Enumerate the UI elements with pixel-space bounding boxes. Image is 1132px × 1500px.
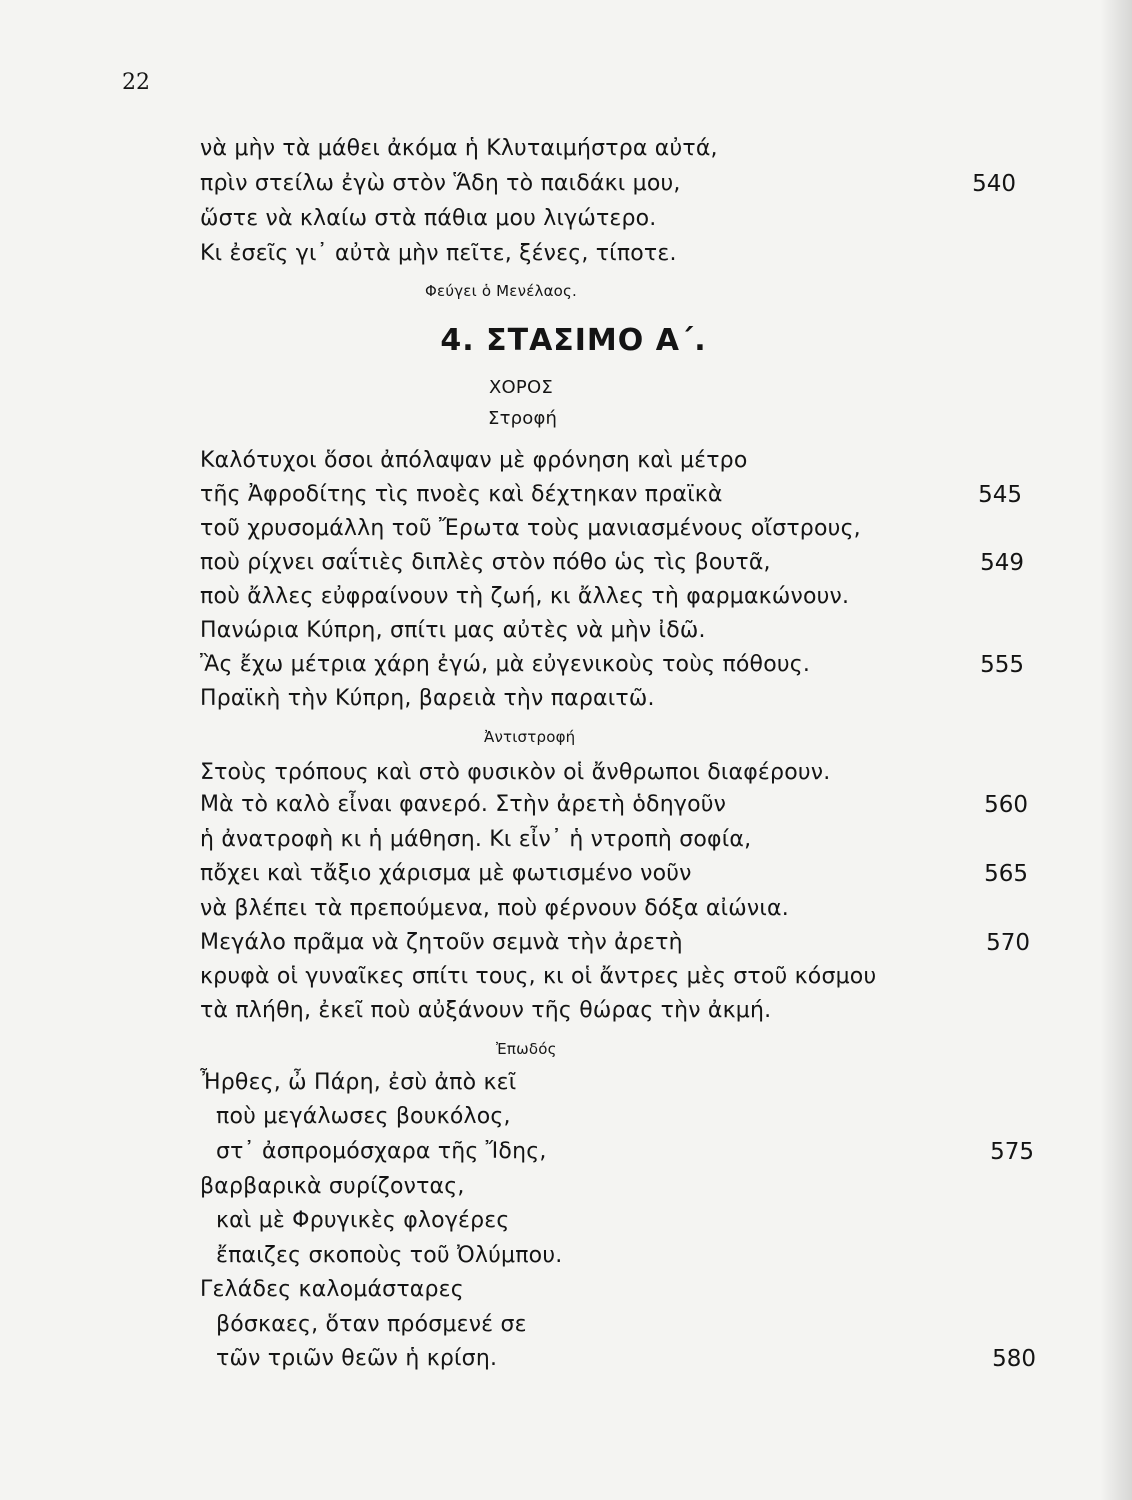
verse-line: Μὰ τὸ καλὸ εἶναι φανερό. Στὴν ἀρετὴ ὁδηγοῦν (200, 792, 727, 817)
verse-line: ὥστε νὰ κλαίω στὰ πάθια μου λιγώτερο. (200, 206, 657, 231)
line-number: 545 (978, 482, 1022, 508)
verse-line: τῶν τριῶν θεῶν ἡ κρίση. (216, 1346, 498, 1371)
verse-line: κρυφὰ οἱ γυναῖκες σπίτι τους, κι οἱ ἄντρες μὲς στοῦ κόσμου (200, 964, 877, 989)
verse-line: ἔπαιζες σκοποὺς τοῦ Ὀλύμπου. (216, 1243, 563, 1268)
verse-line: Γελάδες καλομάσταρες (200, 1277, 464, 1302)
verse-line: νὰ μὴν τὰ μάθει ἀκόμα ἡ Κλυταιμήστρα αὐτά, (200, 136, 718, 161)
stage-direction: Φεύγει ὁ Μενέλαος. (425, 282, 578, 300)
verse-line: πὄχει καὶ τἄξιο χάρισμα μὲ φωτισμένο νοῦν (200, 861, 692, 886)
page-number: 22 (122, 70, 150, 95)
verse-line: νὰ βλέπει τὰ πρεπούμενα, ποὺ φέρνουν δόξα αἰώνια. (200, 896, 789, 921)
verse-line: Ἦρθες, ὦ Πάρη, ἐσὺ ἀπὸ κεῖ (200, 1070, 517, 1095)
strophe-heading: Στροφή (488, 408, 558, 429)
verse-line: ποὺ ἄλλες εὐφραίνουν τὴ ζωή, κι ἄλλες τὴ φαρμακώνουν. (200, 584, 850, 609)
epode-heading: Ἐπωδός (496, 1040, 557, 1058)
verse-line: τὰ πλήθη, ἐκεῖ ποὺ αὐξάνουν τῆς θώρας τὴν ἀκμή. (200, 998, 772, 1023)
verse-line: ποὺ μεγάλωσες βουκόλος, (216, 1104, 511, 1129)
verse-line: Πανώρια Κύπρη, σπίτι μας αὐτὲς νὰ μὴν ἰδῶ. (200, 618, 706, 643)
verse-line: Κι ἐσεῖς γι᾽ αὐτὰ μὴν πεῖτε, ξένες, τίποτε. (200, 241, 677, 266)
verse-line: ἡ ἀνατροφὴ κι ἡ μάθηση. Κι εἶν᾽ ἡ ντροπὴ σοφία, (200, 827, 752, 852)
section-title: 4. ΣΤΑΣΙΜΟ Α΄. (440, 323, 707, 358)
verse-line: καὶ μὲ Φρυγικὲς φλογέρες (216, 1208, 510, 1233)
verse-line: Ἂς ἔχω μέτρια χάρη ἐγώ, μὰ εὐγενικοὺς τοὺς πόθους. (200, 652, 811, 677)
verse-line: βαρβαρικὰ συρίζοντας, (200, 1174, 465, 1199)
line-number: 540 (972, 171, 1016, 197)
verse-line: ποὺ ρίχνει σαΐτιὲς διπλὲς στὸν πόθο ὡς τὶς βουτᾶ, (200, 550, 771, 575)
line-number: 575 (990, 1139, 1034, 1165)
page-edge-shadow (1100, 0, 1132, 1500)
verse-line: βόσκαες, ὅταν πρόσμενέ σε (216, 1312, 527, 1337)
line-number: 555 (980, 652, 1024, 678)
line-number: 570 (986, 930, 1030, 956)
line-number: 549 (980, 550, 1024, 576)
verse-line: τοῦ χρυσομάλλη τοῦ Ἔρωτα τοὺς μανιασμένους οἴστρους, (200, 516, 861, 541)
antistrophe-heading: Ἀντιστροφή (484, 728, 576, 746)
verse-line: στ᾽ ἀσπρομόσχαρα τῆς Ἴδης, (216, 1139, 547, 1164)
verse-line: Στοὺς τρόπους καὶ στὸ φυσικὸν οἱ ἄνθρωποι διαφέρουν. (200, 760, 831, 785)
speaker-label: ΧΟΡΟΣ (489, 377, 553, 398)
verse-line: Καλότυχοι ὅσοι ἀπόλαψαν μὲ φρόνηση καὶ μέτρο (200, 448, 748, 473)
verse-line: Μεγάλο πρᾶμα νὰ ζητοῦν σεμνὰ τὴν ἀρετὴ (200, 930, 683, 955)
line-number: 560 (984, 792, 1028, 818)
line-number: 565 (984, 861, 1028, 887)
line-number: 580 (992, 1346, 1036, 1372)
verse-line: Πραϊκὴ τὴν Κύπρη, βαρειὰ τὴν παραιτῶ. (200, 686, 655, 711)
verse-line: τῆς Ἀφροδίτης τὶς πνοὲς καὶ δέχτηκαν πραϊκὰ (200, 482, 723, 507)
verse-line: πρὶν στείλω ἐγὼ στὸν Ἅδη τὸ παιδάκι μου, (200, 171, 681, 196)
